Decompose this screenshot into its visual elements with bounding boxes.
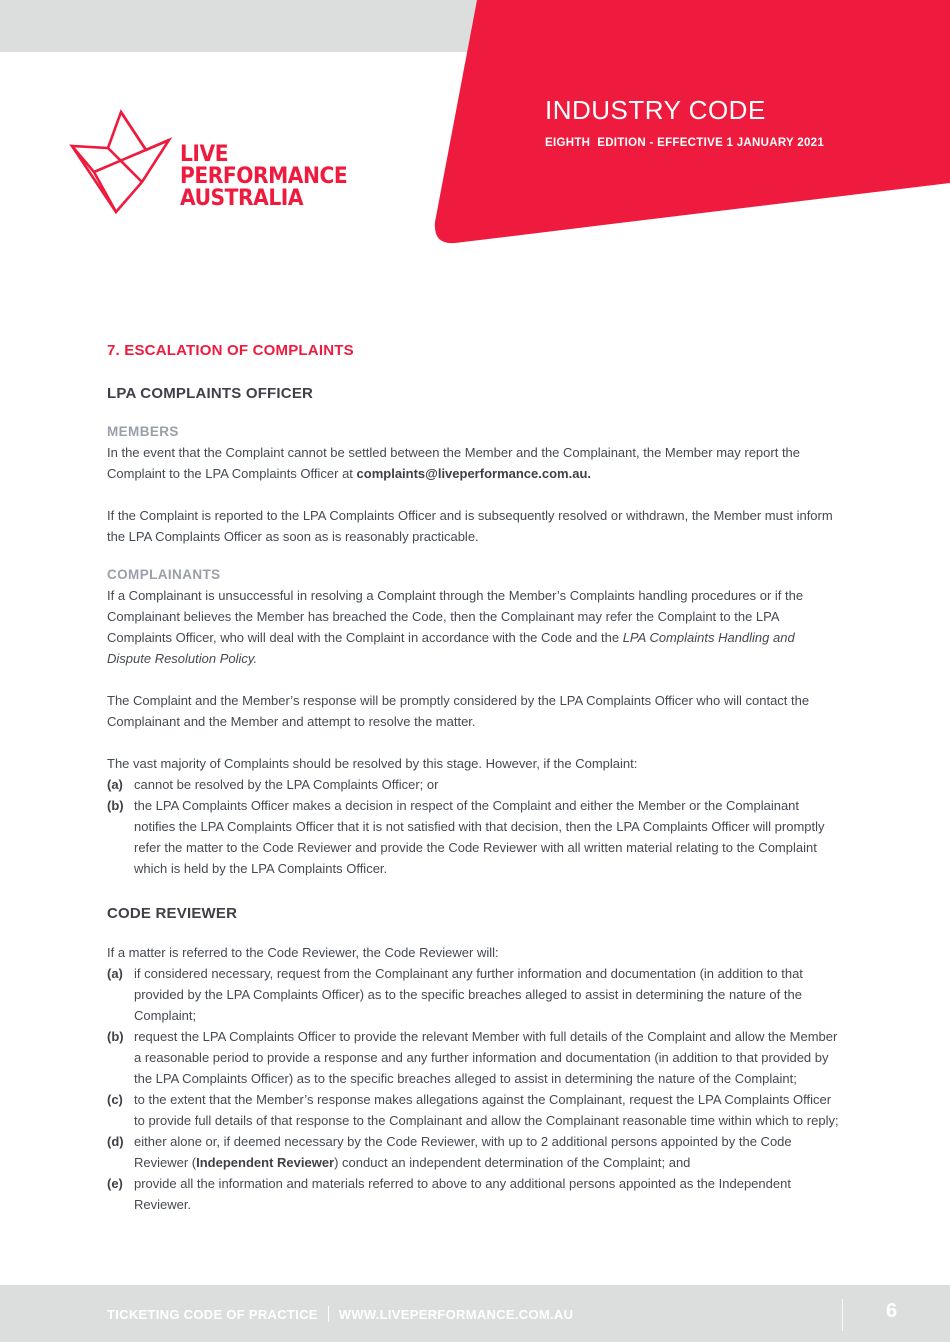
footer-publication: TICKETING CODE OF PRACTICE: [107, 1307, 318, 1322]
complaints-email: complaints@liveperformance.com.au.: [356, 466, 592, 481]
list-item: [107, 774, 839, 795]
list-item-text: the LPA Complaints Officer makes a decision in respect of the Complaint and either the Member or the Complainant notifies the LPA Complaints Officer that it is not satisfied with that decision, then the LPA Complaints Officer will promptly refer the matter to the Code Reviewer and provide the Code Reviewer with all written material relating to the Complaint which is held by the LPA Complaints Officer.: [134, 798, 825, 876]
list-item-text-part: either alone or, if deemed necessary by the Code Reviewer, with up to 2 additional persons appointed by the Code Reviewer (: [134, 1134, 792, 1170]
list-marker: (e): [107, 1176, 123, 1191]
footer-divider: [842, 1299, 843, 1331]
heading-members: MEMBERS: [107, 424, 179, 439]
complainants-list: [107, 774, 839, 879]
members-paragraph-1: [107, 442, 839, 484]
page-content: [107, 340, 839, 1215]
complainants-paragraph-2: The Complaint and the Member’s response will be promptly considered by the LPA Complaints Officer who will contact the Complainant and the Member and attempt to resolve the matter.: [107, 693, 810, 729]
members-paragraph-1-text: In the event that the Complaint cannot be settled between the Member and the Complainant, the Member may report the Complaint to the LPA Complaints Officer at: [107, 445, 801, 481]
heading-complainants: COMPLAINANTS: [107, 567, 221, 582]
list-item: [107, 1026, 839, 1089]
independent-reviewer-term: Independent Reviewer: [196, 1155, 335, 1170]
list-marker: (a): [107, 777, 123, 792]
logo-line-2: PERFORMANCE: [180, 164, 348, 189]
list-item-text: to the extent that the Member’s response makes allegations against the Complainant, request the LPA Complaints Officer to provide full details of that response to the Complainant and allow the Complainant reasonable time within which to reply;: [134, 1092, 839, 1128]
policy-reference: LPA Complaints Handling and Dispute Resolution Policy.: [107, 630, 795, 666]
logo-star-icon: [68, 108, 178, 218]
list-item-text: cannot be resolved by the LPA Complaints Officer; or: [134, 777, 439, 792]
document-subtitle: EIGHTH EDITION - EFFECTIVE 1 JANUARY 2021: [545, 137, 825, 149]
logo-wordmark: [180, 144, 346, 210]
list-item: [107, 963, 839, 1026]
footer-separator: [328, 1306, 329, 1322]
list-item-text: if considered necessary, request from the Complainant any further information and documentation (in addition to that provided by the LPA Complaints Officer) as to the specific breaches alleged to assist in determining the nature of the Complaint;: [134, 966, 803, 1023]
list-marker: (b): [107, 1029, 124, 1044]
list-item-text: request the LPA Complaints Officer to provide the relevant Member with full details of the Complaint and allow the Member a reasonable period to provide a response and any further information and documentation (in addition to that provided by the LPA Complaints Officer) as to the specific breaches alleged to assist in determining the nature of the Complaint;: [134, 1029, 838, 1086]
list-item-text-part: ) conduct an independent determination of the Complaint; and: [334, 1155, 691, 1170]
list-item: [107, 1089, 839, 1131]
heading-code-reviewer: CODE REVIEWER: [107, 905, 238, 922]
list-item: [107, 1173, 839, 1215]
footer-text: [107, 1306, 573, 1322]
list-marker: (c): [107, 1092, 123, 1107]
list-marker: (a): [107, 966, 123, 981]
list-marker: (b): [107, 798, 124, 813]
page-footer: [0, 1285, 950, 1342]
members-paragraph-2: If the Complaint is reported to the LPA Complaints Officer and is subsequently resolved or withdrawn, the Member must inform the LPA Complaints Officer as soon as is reasonably practicable.: [107, 508, 833, 544]
list-marker: (d): [107, 1134, 124, 1149]
list-item: [107, 795, 839, 879]
complainants-paragraph-3: The vast majority of Complaints should be resolved by this stage. However, if the Complaint:: [107, 756, 638, 771]
complainants-paragraph-1: [107, 585, 839, 669]
footer-website-link[interactable]: WWW.LIVEPERFORMANCE.COM.AU: [338, 1307, 574, 1322]
page-number: 6: [886, 1300, 898, 1322]
heading-lpa-complaints-officer: LPA COMPLAINTS OFFICER: [107, 385, 314, 402]
list-item-text: provide all the information and materials referred to above to any additional persons appointed as the Independent Reviewer.: [134, 1176, 791, 1212]
list-item-text: [134, 1134, 792, 1170]
logo-line-1: LIVE: [180, 142, 229, 167]
document-title: INDUSTRY CODE: [545, 95, 766, 125]
code-reviewer-list: [107, 963, 839, 1215]
complainants-paragraph-1-text: If a Complainant is unsuccessful in resolving a Complaint through the Member’s Complaints handling procedures or if the Complainant believes the Member has breached the Code, then the Complainant may refer the Complaint to the LPA Complaints Officer, who will deal with the Complaint in accordance with the Code and the: [107, 588, 804, 645]
logo-line-3: AUSTRALIA: [180, 186, 304, 211]
list-item: [107, 1131, 839, 1173]
section-title: 7. ESCALATION OF COMPLAINTS: [107, 342, 354, 359]
code-reviewer-intro: If a matter is referred to the Code Reviewer, the Code Reviewer will:: [107, 945, 499, 960]
